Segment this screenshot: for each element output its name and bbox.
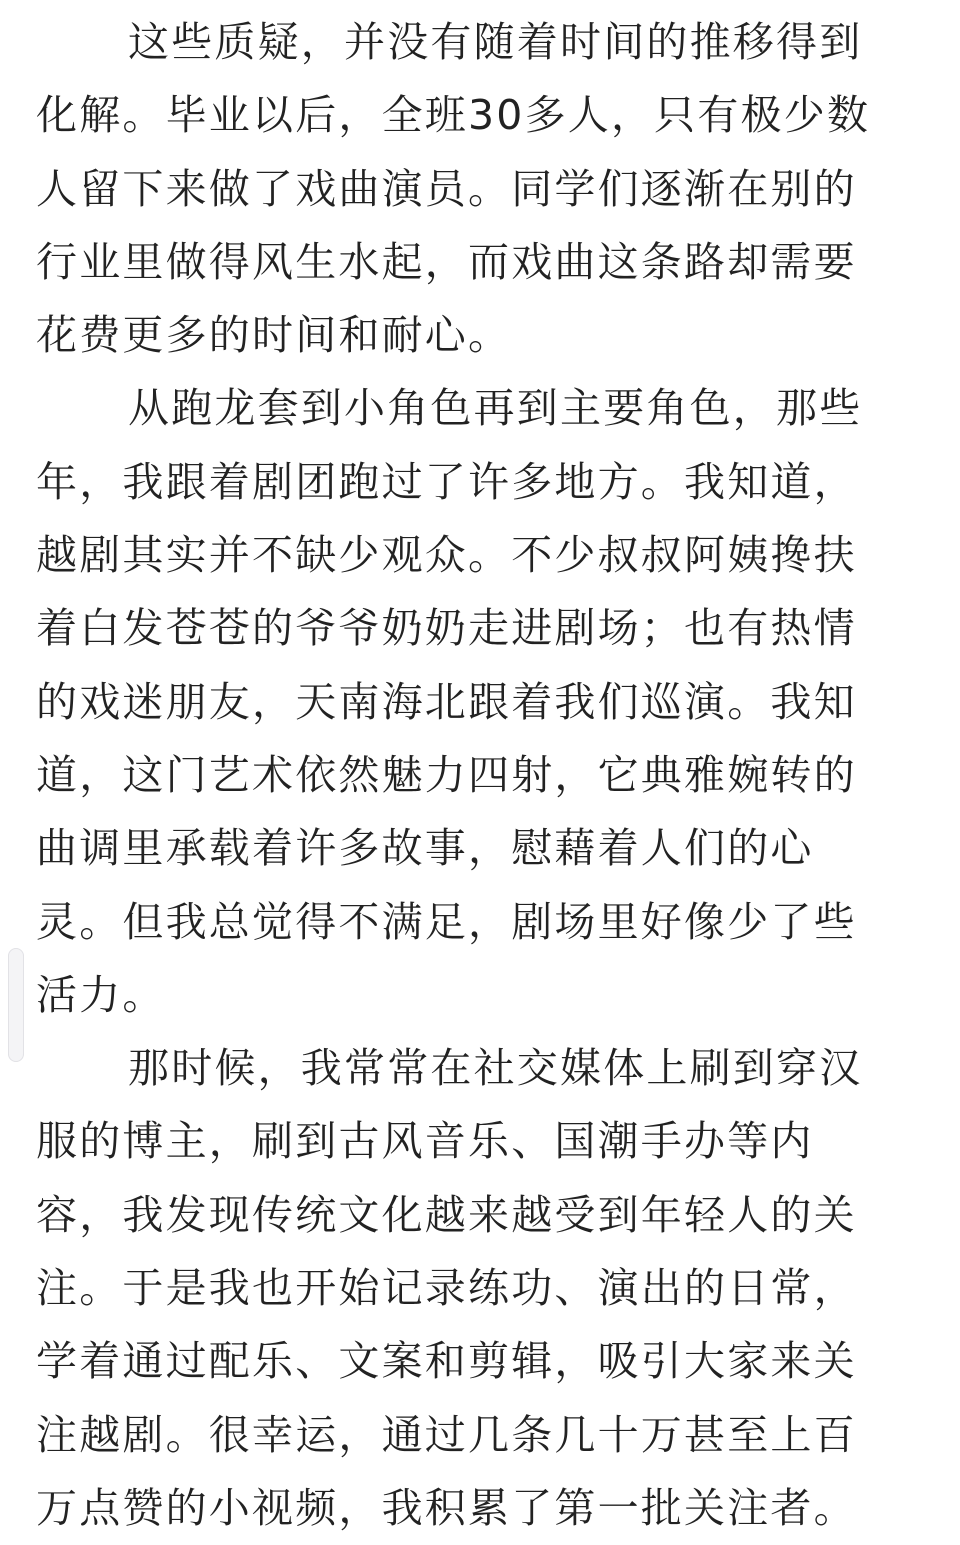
paragraph-3-line-5: 学着通过配乐、文案和剪辑，吸引大家来关 xyxy=(36,1337,857,1386)
paragraph-2-line-7: 曲调里承载着许多故事，慰藉着人们的心 xyxy=(36,824,814,873)
paragraph-1-line-5: 花费更多的时间和耐心。 xyxy=(36,311,512,360)
paragraph-2-line-8: 灵。但我总觉得不满足，剧场里好像少了些 xyxy=(36,897,857,946)
paragraph-2-line-3: 越剧其实并不缺少观众。不少叔叔阿姨搀扶 xyxy=(36,531,857,580)
paragraph-2-line-9: 活力。 xyxy=(36,970,166,1019)
article-body xyxy=(36,6,926,1545)
paragraph-1-line-3: 人留下来做了戏曲演员。同学们逐渐在别的 xyxy=(36,164,857,213)
paragraph-3-line-4: 注。于是我也开始记录练功、演出的日常， xyxy=(36,1264,857,1313)
paragraph-1-line-1: 这些质疑，并没有随着时间的推移得到 xyxy=(128,18,863,66)
paragraph-3-line-1: 那时候，我常常在社交媒体上刷到穿汉 xyxy=(128,1044,863,1093)
paragraph-3-line-7: 万点赞的小视频，我积累了第一批关注者。 xyxy=(36,1483,857,1532)
paragraph-3-line-3: 容，我发现传统文化越来越受到年轻人的关 xyxy=(36,1190,857,1239)
paragraph-2-line-5: 的戏迷朋友，天南海北跟着我们巡演。我知 xyxy=(36,677,857,726)
paragraph-2-line-6: 道，这门艺术依然魅力四射，它典雅婉转的 xyxy=(36,750,857,799)
paragraph-1-line-4: 行业里做得风生水起，而戏曲这条路却需要 xyxy=(36,237,857,286)
paragraph-2-line-4: 着白发苍苍的爷爷奶奶走进剧场；也有热情 xyxy=(36,604,857,653)
paragraph-3-line-2: 服的博主，刷到古风音乐、国潮手办等内 xyxy=(36,1117,814,1166)
paragraph-3-line-6: 注越剧。很幸运，通过几条几十万甚至上百 xyxy=(36,1410,857,1459)
paragraph-2-line-1: 从跑龙套到小角色再到主要角色，那些 xyxy=(128,384,863,433)
paragraph-2-line-2: 年，我跟着剧团跑过了许多地方。我知道， xyxy=(36,457,857,506)
scroll-handle[interactable] xyxy=(8,948,24,1062)
paragraph-1-line-2: 化解。毕业以后，全班30多人，只有极少数 xyxy=(36,91,871,140)
